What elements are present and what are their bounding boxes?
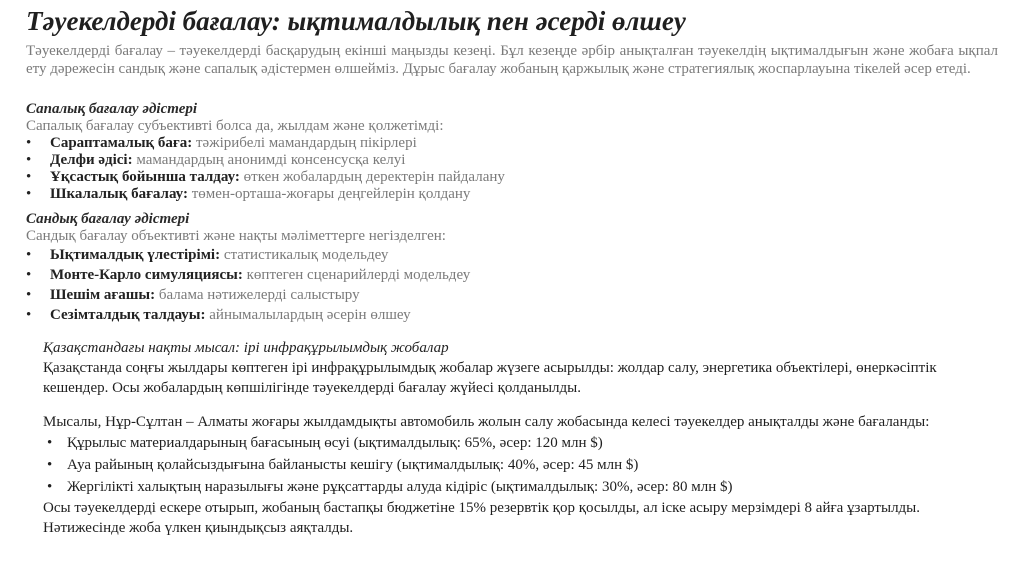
list-item-term: Сараптамалық баға: bbox=[50, 135, 193, 151]
intro-paragraph: Тәуекелдерді бағалау – тәуекелдерді басқарудың екінші маңызды кезеңі. Бұл кезеңде әрбір анықталған тәуекелдің ықтималдығын және жобаға ықпал ету дәрежесін сандық және сапалық әдістермен өлшейміз. Дұрыс бағалау жобаның қаржылық және стратегиялық жоспарлауына тікелей әсер етеді. bbox=[26, 43, 998, 77]
list-item: • Ауа райының қолайсыздығына байланысты кешігу (ықтималдылық: 40%, әсер: 45 млн $) bbox=[43, 454, 1003, 476]
list-item bbox=[26, 186, 505, 203]
list-item bbox=[26, 285, 470, 305]
page-title: Тәуекелдерді бағалау: ықтималдылық пен әсерді өлшеу bbox=[26, 6, 686, 36]
list-item-term: Делфи әдісі: bbox=[50, 152, 133, 168]
list-item: • Құрылыс материалдарының бағасының өсуі (ықтималдылық: 65%, әсер: 120 млн $) bbox=[43, 432, 1003, 454]
list-item bbox=[26, 135, 505, 152]
list-item-term: Шешім ағашы: bbox=[50, 287, 156, 303]
list-item: • Жергілікті халықтың наразылығы және рұқсаттарды алуда кідіріс (ықтималдылық: 30%, әсер: 80 млн $) bbox=[43, 476, 1003, 498]
quantitative-section bbox=[26, 211, 470, 325]
list-item bbox=[26, 169, 505, 186]
list-item bbox=[26, 245, 470, 265]
list-item-desc: балама нәтижелерді салыстыру bbox=[158, 287, 360, 303]
list-item-term: Монте-Карло симуляциясы: bbox=[50, 267, 243, 283]
quantitative-heading: Сандық бағалау әдістері bbox=[26, 211, 190, 227]
list-item-term: Шкалалық бағалау: bbox=[50, 186, 188, 202]
qualitative-lead: Сапалық бағалау субъективті болса да, жылдам және қолжетімді: bbox=[26, 118, 444, 134]
list-item bbox=[26, 265, 470, 285]
list-item-desc: тәжірибелі мамандардың пікірлері bbox=[196, 135, 417, 151]
example-conclusion: Осы тәуекелдерді ескере отырып, жобаның бастапқы бюджетіне 15% резервтік қор қосылды, ал іске асыру мерзімдері 8 айға ұзартылды. Нәтижесінде жоба үлкен қиындықсыз аяқталды. bbox=[43, 500, 921, 536]
list-item-desc: өткен жобалардың деректерін пайдалану bbox=[243, 169, 505, 185]
list-item-term: Сезімталдық талдауы: bbox=[50, 307, 206, 323]
quantitative-lead: Сандық бағалау объективті және нақты мәліметтерге негізделген: bbox=[26, 228, 446, 244]
list-item-term: Ықтималдық үлестірімі: bbox=[50, 247, 221, 263]
qualitative-heading: Сапалық бағалау әдістері bbox=[26, 101, 198, 117]
list-item bbox=[26, 305, 470, 325]
qualitative-section bbox=[26, 101, 505, 203]
qualitative-list bbox=[26, 135, 505, 203]
list-item bbox=[26, 152, 505, 169]
risk-list bbox=[43, 432, 1003, 498]
example-heading: Қазақстандағы нақты мысал: ірі инфрақұрылымдық жобалар bbox=[43, 340, 449, 356]
example-paragraph-1: Қазақстанда соңғы жылдары көптеген ірі инфрақұрылымдық жобалар жүзеге асырылды: жолдар салу, энергетика объектілері, өнеркәсіптік кешендер. Осы жобалардың көпшілігінде тәуекелдерді бағалау жүйесі қолданылды. bbox=[43, 360, 937, 396]
quantitative-list bbox=[26, 245, 470, 325]
example-paragraph-2-block bbox=[43, 412, 1003, 498]
list-item-desc: айнымалылардың әсерін өлшеу bbox=[209, 307, 411, 323]
list-item-term: Ұқсастық бойынша талдау: bbox=[50, 169, 240, 185]
list-item-desc: статистикалық модельдеу bbox=[223, 247, 389, 263]
list-item-desc: көптеген сценарийлерді модельдеу bbox=[246, 267, 471, 283]
list-item-desc: мамандардың анонимді консенсусқа келуі bbox=[136, 152, 406, 168]
list-item-desc: төмен-орташа-жоғары деңгейлерін қолдану bbox=[191, 186, 471, 202]
example-paragraph-2: Мысалы, Нұр-Сұлтан – Алматы жоғары жылдамдықты автомобиль жолын салу жобасында келесі тәуекелдер анықталды және бағаланды: bbox=[43, 414, 930, 430]
